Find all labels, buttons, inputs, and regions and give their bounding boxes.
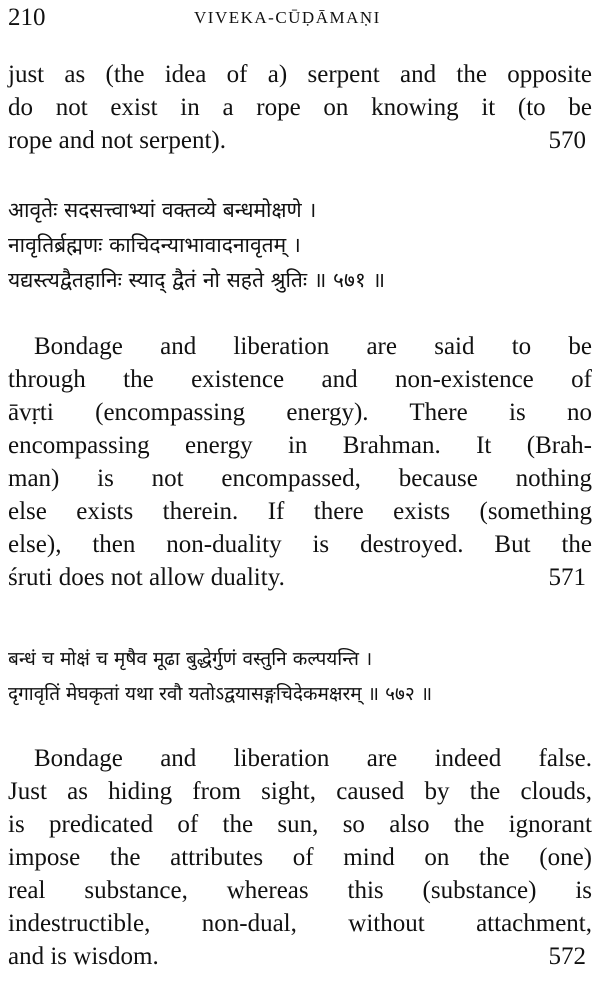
text-line: just as (the idea of a) serpent and the opposite [8, 61, 592, 88]
text-line: Just as hiding from sight, caused by the clouds, [8, 778, 592, 805]
text-line: Bondage and liberation are said to be [34, 333, 592, 360]
sanskrit-line: नावृतिर्ब्रह्मणः काचिदन्याभावादनावृतम् । [8, 233, 301, 257]
text-line: man) is not encompassed, because nothing [8, 465, 592, 492]
text-line: is predicated of the sun, so also the ignorant [8, 811, 592, 838]
sanskrit-line: यद्यस्त्यद्वैतहानिः स्याद् द्वैतं नो सहते श्रुतिः ॥ ५७१ ॥ [8, 268, 386, 292]
page-header [8, 4, 592, 32]
sanskrit-line: आवृतेः सदसत्त्वाभ्यां वक्तव्ये बन्धमोक्षणे । [8, 198, 317, 222]
verse-number-572: 572 [548, 943, 586, 970]
text-line: śruti does not allow duality. [8, 564, 285, 591]
translation-572-body [8, 742, 592, 973]
translation-571 [8, 330, 592, 594]
text-line: do not exist in a rope on knowing it (to be [8, 94, 592, 121]
sanskrit-verse-572 [8, 642, 592, 712]
sanskrit-verse-571 [8, 193, 592, 298]
text-line: else), then non-duality is destroyed. But the [8, 531, 592, 558]
page-number: 210 [8, 4, 46, 31]
verse-number-571: 571 [548, 564, 586, 591]
sanskrit-line: दृगावृतिं मेघकृतां यथा रवौ यतोऽद्वयासङ्गचिदेकमक्षरम् ॥ ५७२ ॥ [8, 683, 433, 705]
verse-number-570: 570 [548, 127, 586, 154]
text-line: āvṛti (encompassing energy). There is no [8, 399, 592, 426]
text-line: Bondage and liberation are indeed false. [34, 745, 592, 772]
translation-570 [8, 58, 592, 157]
translation-570-body [8, 58, 592, 157]
text-line: real substance, whereas this (substance) is [8, 877, 592, 904]
text-line: else exists therein. If there exists (something [8, 498, 592, 525]
sanskrit-line: बन्धं च मोक्षं च मृषैव मूढा बुद्धेर्गुणं वस्तुनि कल्पयन्ति । [8, 648, 373, 670]
translation-572 [8, 742, 592, 973]
text-line: encompassing energy in Brahman. It (Brah- [8, 432, 592, 459]
text-line: through the existence and non-existence of [8, 366, 592, 393]
text-line: impose the attributes of mind on the (one) [8, 844, 592, 871]
text-line: indestructible, non-dual, without attachment, [8, 910, 592, 937]
text-line: rope and not serpent). [8, 127, 226, 154]
translation-571-body [8, 330, 592, 594]
running-title: VIVEKA-CŪḌĀMAṆI [194, 8, 381, 27]
text-line: and is wisdom. [8, 943, 159, 970]
